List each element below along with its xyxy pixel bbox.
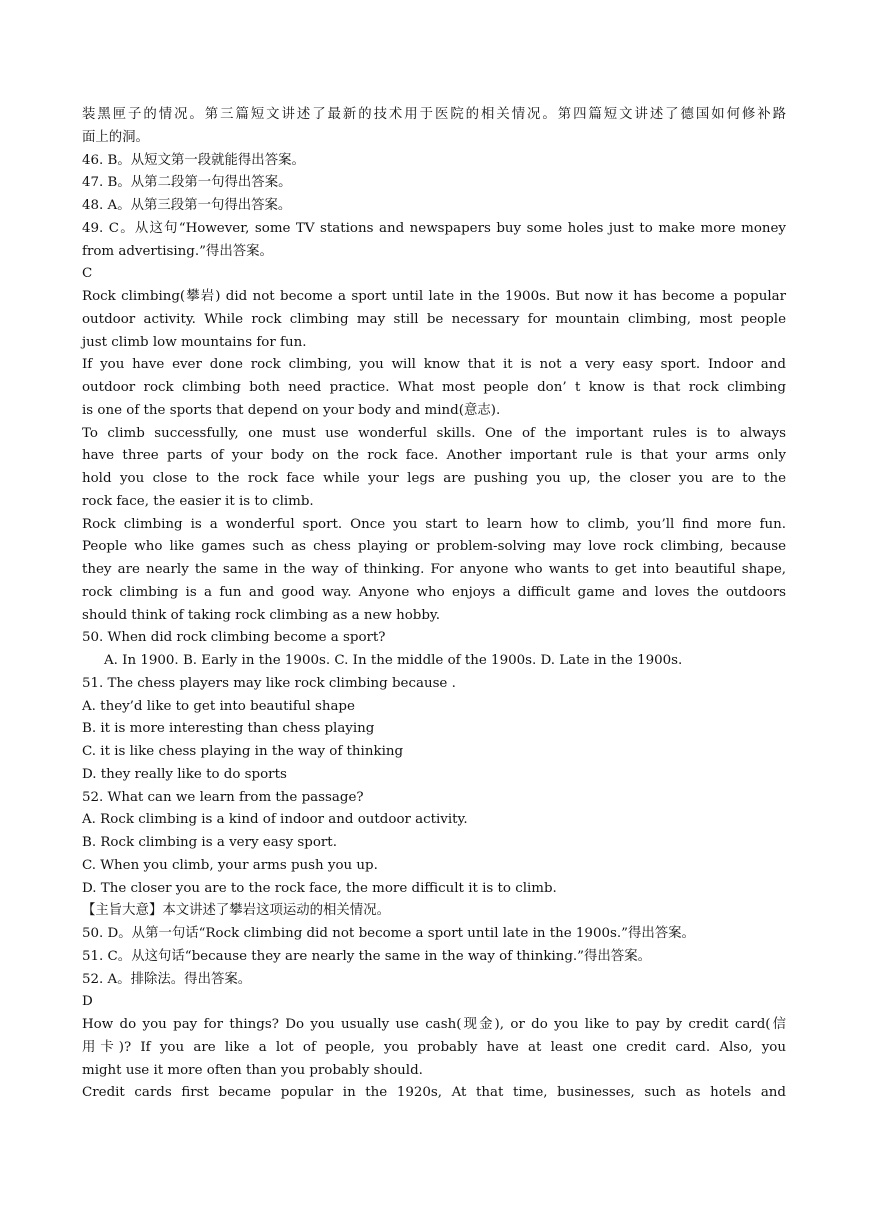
text-line: If you have ever done rock climbing, you will know that it is not a very easy sport. Indoor and: [82, 357, 786, 373]
text-line: outdoor rock climbing both need practice. What most people don’ t know is that rock climbing: [82, 380, 786, 395]
text-line: rock climbing is a fun and good way. Anyone who enjoys a difficult game and loves the outdoors: [82, 584, 786, 600]
text-line: outdoor activity. While rock climbing may still be necessary for mountain climbing, most people: [82, 311, 786, 327]
text-line: 51. The chess players may like rock climbing because .: [82, 675, 456, 691]
text-line: D. The closer you are to the rock face, the more difficult it is to climb.: [82, 880, 557, 896]
text-line: Rock climbing(攀岩) did not become a sport until late in the 1900s. But now it has become a popular: [82, 289, 786, 304]
text-line: D. they really like to do sports: [82, 766, 287, 782]
text-line: 47. B。从第二段第一句得出答案。: [82, 175, 292, 191]
text-line: A. In 1900. B. Early in the 1900s. C. In the middle of the 1900s. D. Late in the 1900s.: [104, 653, 683, 668]
text-line: might use it more often than you probably should.: [82, 1062, 423, 1078]
text-line: is one of the sports that depend on your body and mind(意志).: [82, 402, 501, 418]
text-line: 51. C。从这句话“because they are nearly the same in the way of thinking.”得出答案。: [82, 948, 651, 964]
text-line: 48. A。从第三段第一句得出答案。: [82, 198, 292, 213]
text-line: 面上的洞。: [82, 129, 149, 145]
text-line: 52. What can we learn from the passage?: [82, 789, 364, 805]
text-line: 装黑匣子的情况。第三篇短文讲述了最新的技术用于医院的相关情况。第四篇短文讲述了德国如何修补路: [82, 107, 786, 122]
text-line: C. When you climb, your arms push you up.: [82, 857, 378, 873]
text-line: 【主旨大意】本文讲述了攀岩这项运动的相关情况。: [82, 903, 390, 919]
text-line: A. they’d like to get into beautiful shape: [82, 698, 355, 714]
text-line: hold you close to the rock face while your legs are pushing you up, the closer you are to the: [82, 471, 786, 486]
text-line: 50. D。从第一句话“Rock climbing did not become a sport until late in the 1900s.”得出答案。: [82, 926, 695, 941]
text-line: have three parts of your body on the rock face. Another important rule is that your arms only: [82, 448, 786, 464]
document-page: [82, 104, 786, 1105]
text-line: B. Rock climbing is a very easy sport.: [82, 835, 337, 850]
text-line: C: [82, 266, 93, 282]
text-line: Rock climbing is a wonderful sport. Once you start to learn how to climb, you’ll find more fun.: [82, 516, 786, 532]
text-line: 52. A。排除法。得出答案。: [82, 971, 252, 987]
text-line: should think of taking rock climbing as a new hobby.: [82, 607, 440, 623]
text-line: rock face, the easier it is to climb.: [82, 493, 314, 509]
text-line: People who like games such as chess playing or problem-solving may love rock climbing, because: [82, 539, 786, 555]
text-line: from advertising.”得出答案。: [82, 243, 273, 259]
text-line: they are nearly the same in the way of thinking. For anyone who wants to get into beautiful shape,: [82, 562, 786, 577]
text-line: 用卡)? If you are like a lot of people, you probably have at least one credit card. Also, you: [82, 1039, 786, 1055]
text-line: just climb low mountains for fun.: [82, 334, 307, 350]
text-line: 49. C。从这句“However, some TV stations and newspapers buy some holes just to make more money: [82, 220, 786, 236]
text-line: 46. B。从短文第一段就能得出答案。: [82, 152, 305, 168]
text-line: A. Rock climbing is a kind of indoor and outdoor activity.: [82, 812, 468, 828]
text-line: C. it is like chess playing in the way of thinking: [82, 744, 404, 759]
text-line: 50. When did rock climbing become a sport?: [82, 630, 386, 646]
text-line: How do you pay for things? Do you usually use cash(现金), or do you like to pay by credit card(信: [82, 1017, 786, 1032]
text-line: Credit cards first became popular in the 1920s, At that time, businesses, such as hotels and: [82, 1085, 786, 1101]
text-line: To climb successfully, one must use wonderful skills. One of the important rules is to always: [82, 425, 786, 441]
text-line: D: [82, 994, 93, 1010]
text-line: B. it is more interesting than chess playing: [82, 721, 375, 737]
